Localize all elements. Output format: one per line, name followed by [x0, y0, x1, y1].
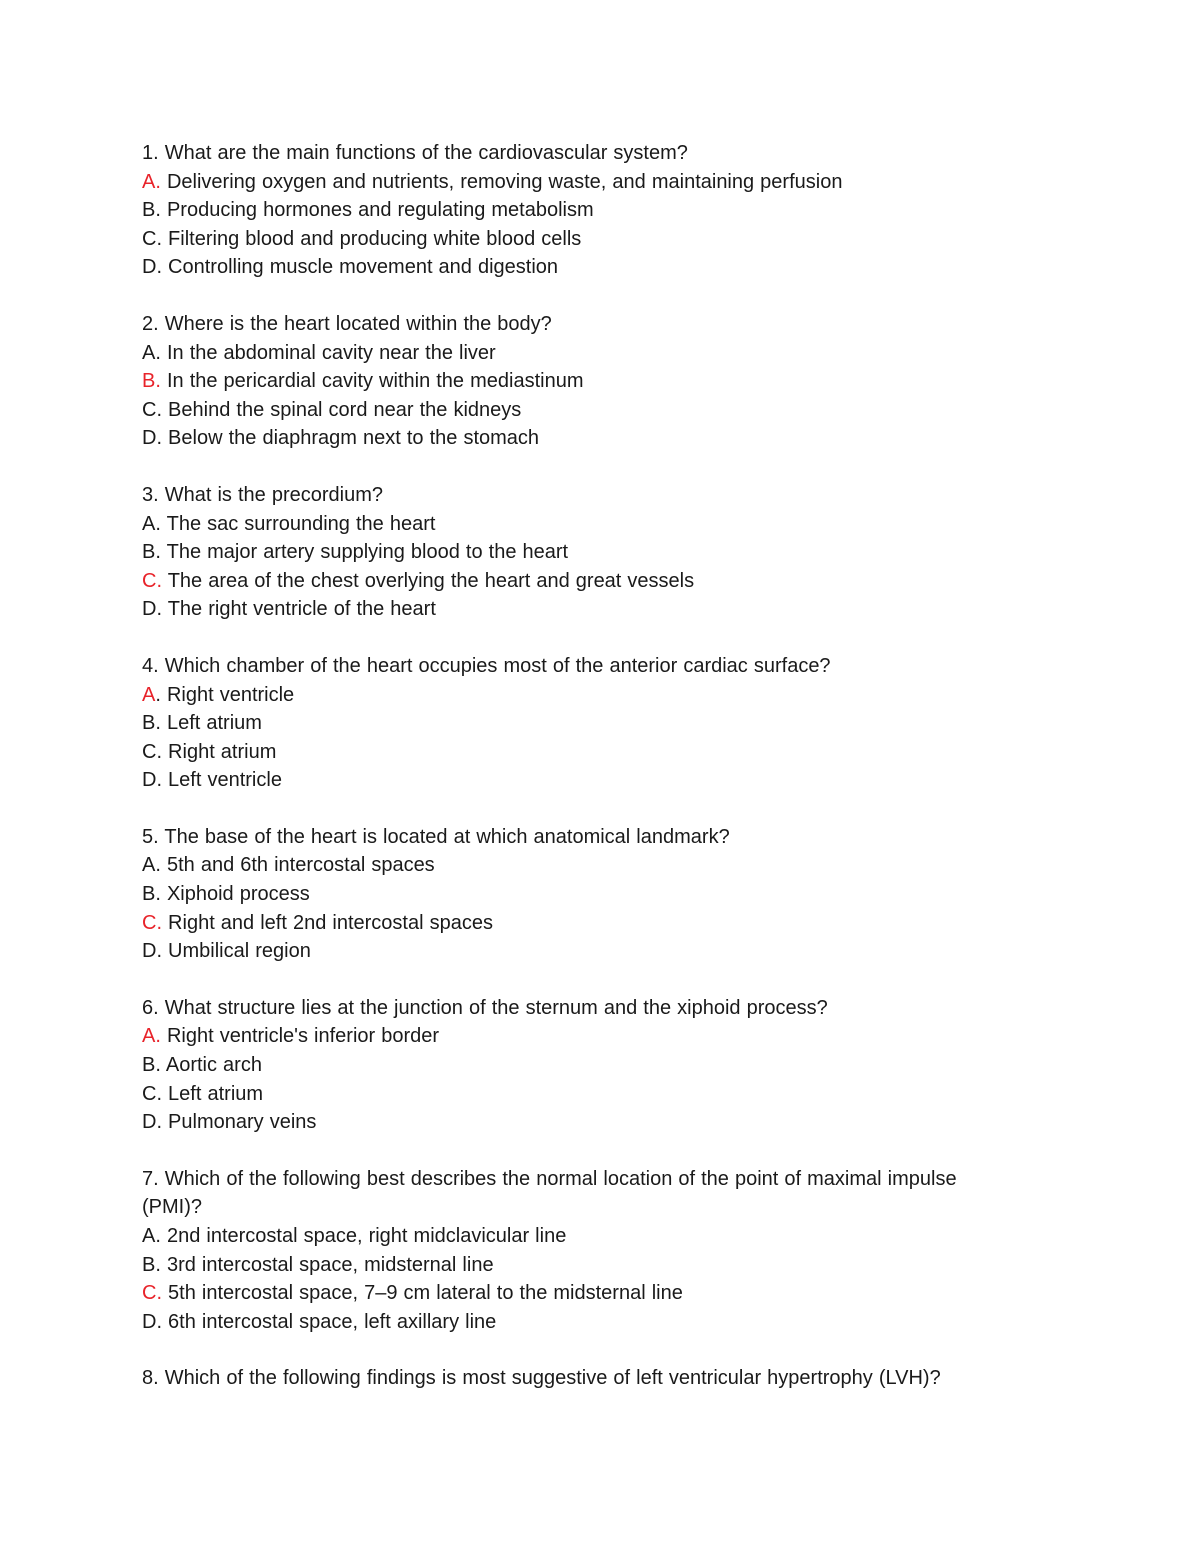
option-text: Xiphoid process — [160, 883, 310, 906]
correct-answer-letter: C. — [142, 911, 162, 934]
answer-option — [142, 880, 1022, 909]
option-text: The major artery supplying blood to the heart — [160, 541, 569, 564]
option-letter: D. — [142, 1310, 162, 1333]
question-list — [142, 139, 1022, 1421]
answer-option — [142, 595, 1022, 624]
option-letter: A. — [142, 854, 161, 877]
option-text: Below the diaphragm next to the stomach — [162, 427, 540, 450]
answer-option — [142, 1222, 1022, 1251]
option-text: Right and left 2nd intercostal spaces — [162, 911, 493, 934]
answer-option — [142, 196, 1022, 225]
option-text: . Right ventricle — [155, 683, 295, 706]
option-letter: A. — [142, 512, 161, 535]
answer-option — [142, 937, 1022, 966]
option-text: Behind the spinal cord near the kidneys — [162, 398, 522, 421]
answer-option — [142, 681, 1022, 710]
answer-option — [142, 1108, 1022, 1137]
option-text: In the abdominal cavity near the liver — [160, 341, 496, 364]
answer-option — [142, 339, 1022, 368]
option-text: The right ventricle of the heart — [162, 598, 436, 621]
question-stem: 1. What are the main functions of the cardiovascular system? — [142, 142, 688, 164]
answer-option — [142, 1051, 1022, 1080]
question-block — [142, 994, 1022, 1137]
answer-option — [142, 1080, 1022, 1109]
option-text: 5th and 6th intercostal spaces — [160, 854, 435, 877]
answer-option — [142, 1251, 1022, 1280]
answer-option — [142, 766, 1022, 795]
correct-answer-letter: C. — [142, 569, 162, 592]
answer-option — [142, 1308, 1022, 1337]
option-text: 3rd intercostal space, midsternal line — [160, 1253, 494, 1276]
option-letter: A. — [142, 1225, 161, 1247]
answer-option — [142, 424, 1022, 453]
correct-answer-letter: A — [142, 683, 156, 706]
option-letter: B. — [142, 199, 161, 222]
option-letter: C. — [142, 740, 162, 763]
option-text: 5th intercostal space, 7–9 cm lateral to the midsternal line — [162, 1282, 683, 1305]
option-letter: B. — [142, 1253, 161, 1276]
option-text: Filtering blood and producing white blood cells — [162, 227, 582, 250]
question-stem: 3. What is the precordium? — [142, 483, 383, 506]
option-letter: D. — [142, 769, 162, 792]
answer-option — [142, 168, 1022, 197]
answer-option — [142, 225, 1022, 254]
option-letter: C. — [142, 1082, 162, 1105]
correct-answer-letter: B. — [142, 370, 161, 393]
option-text: Umbilical region — [162, 940, 311, 963]
answer-option — [142, 396, 1022, 425]
question-block — [142, 652, 1022, 795]
option-text: Right ventricle's inferior border — [160, 1025, 440, 1048]
answer-option — [142, 738, 1022, 767]
answer-option — [142, 510, 1022, 539]
option-letter: C. — [142, 398, 162, 421]
question-stem: 5. The base of the heart is located at which anatomical landmark? — [142, 825, 730, 848]
option-text: The sac surrounding the heart — [160, 512, 436, 535]
option-letter: D. — [142, 598, 162, 621]
question-block — [142, 481, 1022, 624]
option-letter: D. — [142, 1111, 162, 1134]
option-text: Right atrium — [162, 740, 277, 763]
answer-option — [142, 709, 1022, 738]
option-text: Controlling muscle movement and digestion — [162, 256, 559, 279]
option-letter: C. — [142, 227, 162, 250]
option-text: Left ventricle — [162, 769, 282, 792]
option-letter: B. — [142, 1054, 161, 1077]
question-block — [142, 310, 1022, 453]
option-text: Pulmonary veins — [162, 1111, 317, 1134]
question-stem: 2. Where is the heart located within the body? — [142, 312, 552, 335]
option-letter: B. — [142, 541, 161, 564]
answer-option — [142, 367, 1022, 396]
option-text: In the pericardial cavity within the mediastinum — [160, 370, 584, 393]
option-text: The area of the chest overlying the heart and great vessels — [162, 569, 695, 592]
answer-option — [142, 567, 1022, 596]
question-block — [142, 1364, 1022, 1393]
question-block — [142, 1165, 1022, 1337]
option-letter: D. — [142, 427, 162, 450]
question-block — [142, 823, 1022, 966]
correct-answer-letter: A. — [142, 170, 161, 193]
question-block — [142, 139, 1022, 282]
option-letter: D. — [142, 256, 162, 279]
option-letter: B. — [142, 883, 161, 906]
question-stem: 7. Which of the following best describes the normal location of the point of maximal impulse (PMI)? — [142, 1167, 963, 1219]
option-letter: B. — [142, 712, 161, 735]
question-stem: 4. Which chamber of the heart occupies most of the anterior cardiac surface? — [142, 654, 831, 677]
option-text: Left atrium — [160, 712, 262, 735]
answer-option — [142, 253, 1022, 282]
option-text: Aortic arch — [160, 1054, 262, 1077]
option-text: Left atrium — [162, 1082, 264, 1105]
answer-option — [142, 851, 1022, 880]
option-letter: D. — [142, 940, 162, 963]
option-text: Producing hormones and regulating metabolism — [160, 199, 594, 222]
correct-answer-letter: A. — [142, 1025, 161, 1048]
answer-option — [142, 1022, 1022, 1051]
question-stem: 8. Which of the following findings is most suggestive of left ventricular hypertrophy (LVH)? — [142, 1367, 941, 1390]
question-stem: 6. What structure lies at the junction of the sternum and the xiphoid process? — [142, 996, 828, 1019]
correct-answer-letter: C. — [142, 1282, 162, 1305]
option-text: Delivering oxygen and nutrients, removing waste, and maintaining perfusion — [160, 170, 843, 193]
answer-option — [142, 909, 1022, 938]
option-text: 2nd intercostal space, right midclavicular line — [160, 1225, 567, 1247]
option-letter: A. — [142, 341, 161, 364]
answer-option — [142, 1279, 1022, 1308]
answer-option — [142, 538, 1022, 567]
option-text: 6th intercostal space, left axillary line — [162, 1310, 497, 1333]
